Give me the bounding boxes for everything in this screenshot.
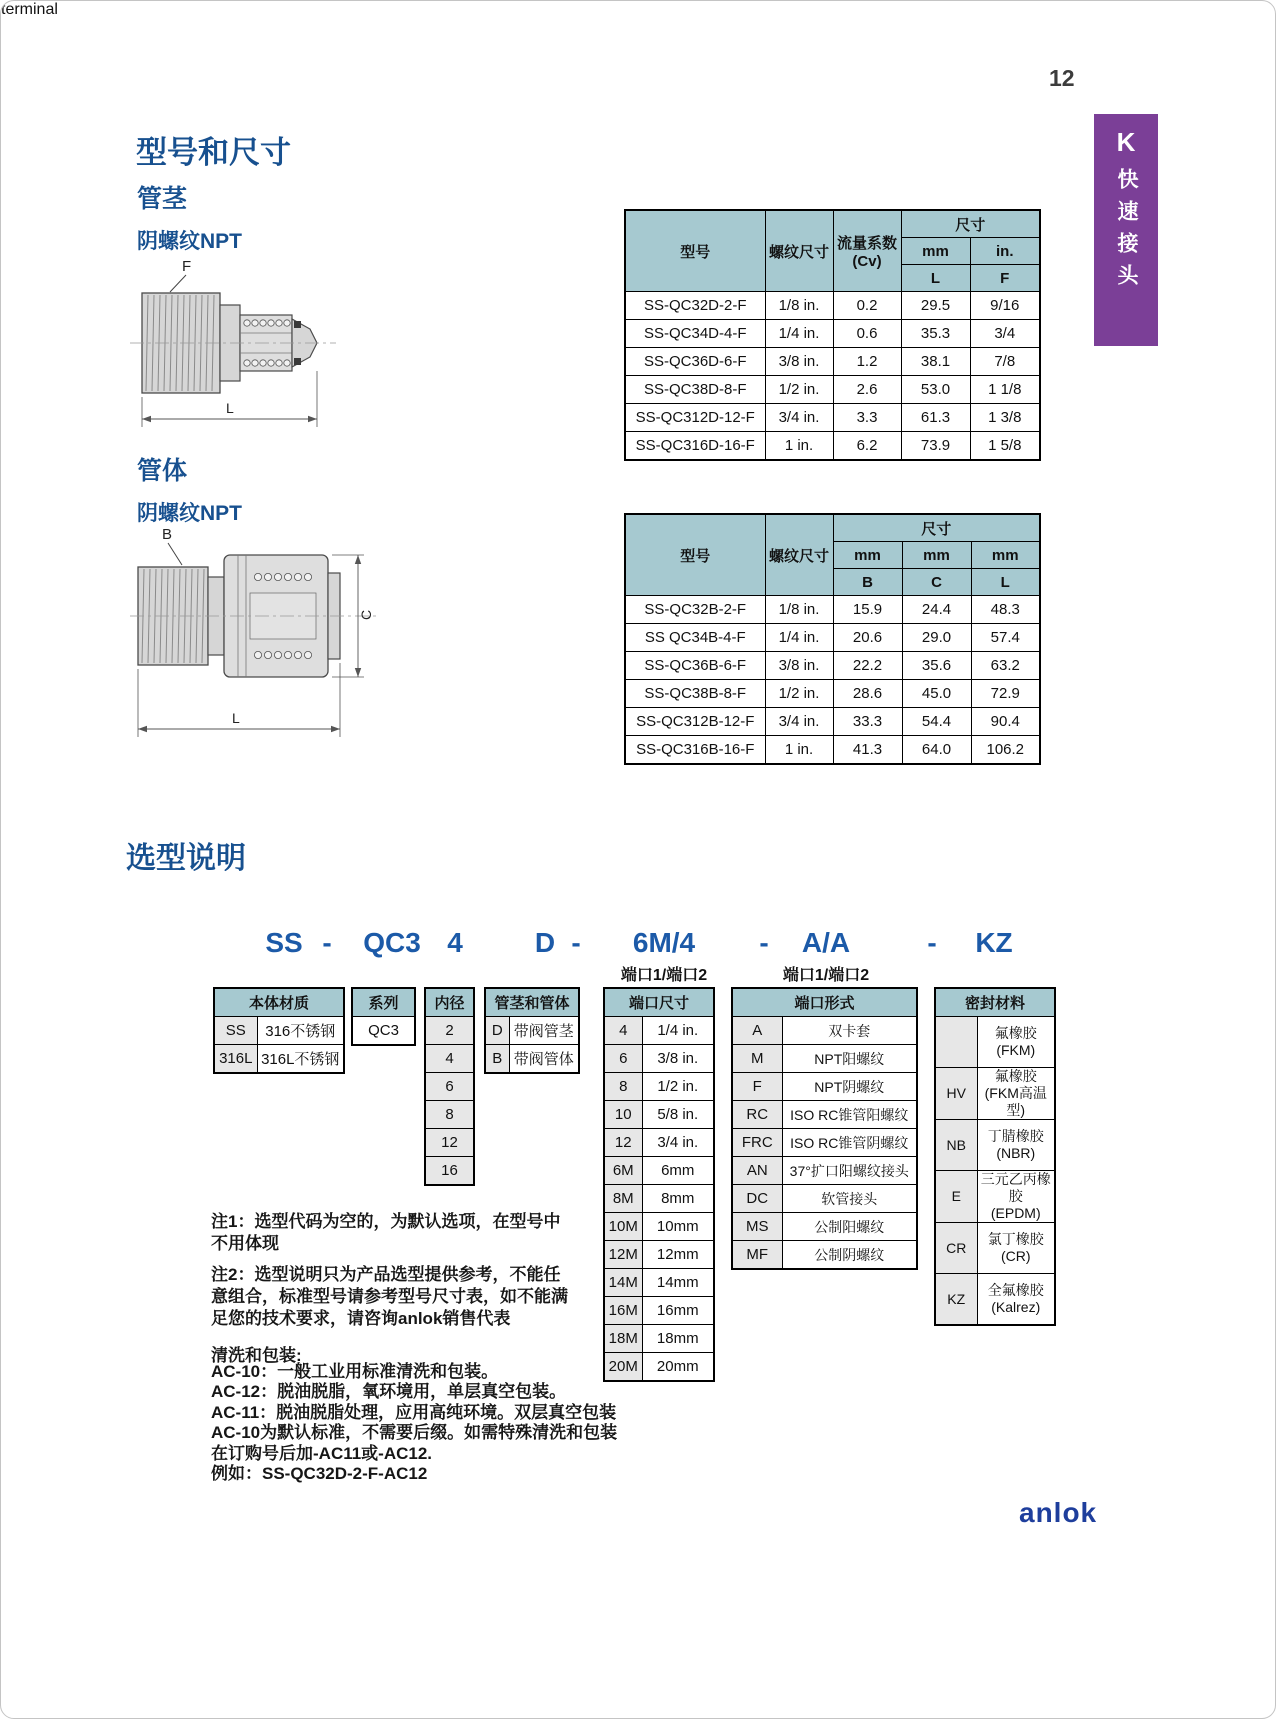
arrowhead-bottom [355,668,361,677]
table-cell: 1/4 in. [765,320,833,348]
option-value: 3/8 in. [642,1045,714,1073]
table-row [732,1101,917,1129]
table-cell: 45.0 [902,680,971,708]
table-cell: 1/2 in. [765,376,833,404]
table-cell: 106.2 [971,736,1040,765]
option-value: 带阀管茎 [509,1017,579,1045]
table-cell: SS-QC36D-6-F [625,348,765,376]
option-code: 16M [604,1297,642,1325]
table-cell: 22.2 [833,652,902,680]
table-cell: SS-QC32D-2-F [625,292,765,320]
catalog-page: 12 K 快速接头 型号和尺寸 管茎 阴螺纹NPT F L 型号 螺纹尺寸 流量系数 (Cv) 尺寸 mm in. L F SS-QC32D-2-F 1/8 in. 0.2 29.5 9/16 SS-QC34D-4-F 1/4 in. 0.6 35.3 3/4 SS-QC36D-6-F 3/8 in. 1.2 38.1 7/8 SS-QC38D-8-F 1/2 in. 2.6 53.0 1 1/8 SS-QC312D-12-F 3/4 in. 3.3 61.3 1 3/8 SS-QC316D-16-F 1 in. 6.2 73.9 1 5/8 管体 阴螺纹NPT B C L 型号 螺纹尺寸 尺寸 mm mm mm B C L SS-QC32B-2-F 1/8 in. 15.9 24.4 48.3 SS QC34B-4-F 1/4 in. 20.6 29.0 57.4 SS-QC36B-6-F 3/8 in. 22.2 35.6 63.2 SS-QC38B-8-F 1/2 in. 28.6 45.0 72.9 SS-QC312B-12-F 3/4 in. 33.3 54.4 90.4 SS-QC316B-16-F 1 in. 41.3 64.0 106.2 选型说明 SS - QC3 4 D - 6M/4 - A/A - KZ 端口1/端口2 端口1/端口2 本体材质 SS 316不锈钢 316L 316L不锈钢 系列 QC3 内径 2 4 6 8 12 16 管茎和管体 D 带阀管茎 B 带阀管体 端口尺寸 4 1/4 in. 6 3/8 in. 8 1/2 in. 10 5/8 in. 12 3/4 in. 6M 6mm 8M 8mm 10M 10mm 12M 12mm 14M 14mm 16M 16mm 18M 18mm 20M 20mm 端口形式 A 双卡套 M NPT阳螺纹 F NPT阴螺纹 RC ISO RC锥管阳螺纹 FRC ISO RC锥管阴螺纹 AN 37°扩口阳螺纹接头 DC 软管接头 MS 公制阳螺纹 MF 公制阴螺纹 terminal 密封材料 氟橡胶 (FKM) HV 氟橡胶 (FKM高温型) NB 丁腈橡胶 (NBR) E 三元乙丙橡胶 (EPDM) CR 氯丁橡胶 (CR) KZ 全氟橡胶 (Kalrez) 注1：选型代码为空的，为默认选项，在型号中 不用体现 注2：选型说明只为产品选型提供参考，不能任 意组合，标准型号请参考型号尺寸表，如不能满 足您的技术要求，请咨询anlok销售代表 清洗和包装: AC-10：一般工业用标准清洗和包装。 AC-12：脱油脱脂，氧环境用，单层真空包装。 AC-11：脱油脱脂处理，应用高纯环境。双层真空包装 AC-10为默认标准，不需要后缀。如需特殊清洗和包装 在订购号后加-AC11或-AC12. 例如：SS-QC32D-2-F-AC12 anlok [0,0,1276,1719]
table-row [425,1017,474,1045]
option-value: 316L不锈钢 [257,1045,344,1074]
table-cell: SS-QC38D-8-F [625,376,765,404]
cv-line1: 流量系数 [836,235,897,252]
table-cell: 3/4 in. [765,404,833,432]
body-length-dim-label: L [232,710,240,726]
col-header-flow-coefficient [833,210,901,292]
port-form-table [731,987,918,1270]
table-cell: 1 1/8 [970,376,1040,404]
stem-thread-note: 阴螺纹NPT [137,230,242,253]
col-header-B: B [833,569,902,596]
table-row [625,292,1040,320]
table-cell: 6.2 [833,432,901,461]
option-code: 4 [604,1017,642,1045]
note-line: AC-10：一般工业用标准清洗和包装。 [211,1362,499,1381]
table-row [604,1045,714,1073]
table-row [352,1017,415,1046]
seal-name: 氟橡胶 [994,1068,1037,1084]
table-row [604,1213,714,1241]
option-value: 带阀管体 [509,1045,579,1074]
table-cell: SS-QC312B-12-F [625,708,765,736]
option-code: 12 [604,1129,642,1157]
table-row [935,1274,1055,1326]
table-row [732,1213,917,1241]
option-value: NPT阴螺纹 [782,1073,917,1101]
col-header-dimensions: 尺寸 [833,514,1040,542]
arrowhead-right [308,416,317,422]
seal-abbrev: (NBR) [996,1145,1036,1161]
table-cell: 3.3 [833,404,901,432]
table-row [732,1129,917,1157]
seal-abbrev: (Kalrez) [991,1299,1041,1315]
table-row [425,1073,474,1101]
option-code: 8 [425,1101,474,1129]
option-value: 3/4 in. [642,1129,714,1157]
option-value [977,1017,1055,1068]
option-code: E [935,1171,977,1223]
stem-body-table [484,987,580,1074]
table-cell: 7/8 [970,348,1040,376]
mini-table-title: 本体材质 [214,988,344,1017]
option-code: 18M [604,1325,642,1353]
seal-name: 氟橡胶 [994,1025,1037,1041]
table-cell: 24.4 [902,596,971,624]
note-line: 足您的技术要求，请咨询anlok销售代表 [211,1309,511,1328]
mini-table-title: 内径 [425,988,474,1017]
seal-name: 丁腈橡胶 [987,1128,1044,1144]
table-row [625,320,1040,348]
table-cell: 20.6 [833,624,902,652]
arrowhead-top [355,555,361,564]
option-value: 37°扩口阳螺纹接头 [782,1157,917,1185]
mini-table-title: 端口形式 [732,988,917,1017]
table-cell: SS-QC38B-8-F [625,680,765,708]
seal-nub-top [294,321,301,328]
option-value: 5/8 in. [642,1101,714,1129]
seal-name: 三元乙丙橡胶 [980,1171,1051,1204]
table-cell: 28.6 [833,680,902,708]
option-code: 2 [425,1017,474,1045]
table-row [732,1185,917,1213]
option-code: 6 [604,1045,642,1073]
table-cell: 53.0 [901,376,970,404]
option-code [935,1017,977,1068]
stem-dimensions-table [624,209,1041,461]
note1 [211,1211,560,1255]
table-cell: 1/8 in. [765,596,833,624]
table-row [604,1129,714,1157]
stem-length-dim-label: L [226,400,234,416]
body-subtitle: 管体 [137,457,188,485]
table-cell: 2.6 [833,376,901,404]
option-code: MF [732,1241,782,1270]
option-value: 12mm [642,1241,714,1269]
table-row [425,1101,474,1129]
series-table [351,987,416,1046]
table-cell: SS-QC32B-2-F [625,596,765,624]
table-row [625,348,1040,376]
seal-abbrev: (CR) [1000,1248,1031,1264]
table-cell: 0.6 [833,320,901,348]
table-cell: SS QC34B-4-F [625,624,765,652]
stem-technical-drawing [126,255,341,435]
order-code-port-size: 6M/4 [632,927,696,958]
option-code: F [732,1073,782,1101]
ordering-title: 选型说明 [126,842,246,875]
col-header-mm: mm [902,542,971,569]
table-cell: 1 3/8 [970,404,1040,432]
option-code: FRC [732,1129,782,1157]
option-code: 12M [604,1241,642,1269]
seal-abbrev: (FKM) [996,1042,1036,1058]
table-cell: 57.4 [971,624,1040,652]
table-row [604,1269,714,1297]
table-cell: 3/8 in. [765,652,833,680]
option-value [977,1223,1055,1274]
port-size-table [603,987,715,1382]
cleaning-title: 清洗和包装: [211,1346,302,1365]
table-row [604,1241,714,1269]
seal-material-table [934,987,1056,1326]
option-code: 10 [604,1101,642,1129]
table-cell: 35.3 [901,320,970,348]
seal-nub-bottom [294,358,301,365]
note-line: 在订购号后加-AC11或-AC12. [211,1443,433,1463]
stem-subtitle: 管茎 [137,185,188,213]
option-value: 1/2 in. [642,1073,714,1101]
option-value: ISO RC锥管阳螺纹 [782,1101,917,1129]
table-cell: 1.2 [833,348,901,376]
table-cell: 54.4 [902,708,971,736]
option-code: B [485,1045,509,1074]
table-cell: SS-QC316D-16-F [625,432,765,461]
table-cell: 33.3 [833,708,902,736]
option-code: HV [935,1068,977,1120]
order-code-separator: - [927,927,937,958]
table-row [604,1073,714,1101]
table-row [625,736,1040,765]
bore-table [424,987,475,1186]
table-cell: 1 5/8 [970,432,1040,461]
table-row [625,376,1040,404]
option-value [977,1120,1055,1171]
order-code-separator: - [571,927,581,958]
table-cell: 3/8 in. [765,348,833,376]
col-header-thread-size: 螺纹尺寸 [765,210,833,292]
option-value: 公制阳螺纹 [782,1213,917,1241]
mini-table-title: 密封材料 [935,988,1055,1017]
col-header-F: F [970,265,1040,292]
option-code: M [732,1045,782,1073]
table-row [935,1171,1055,1223]
option-value: 双卡套 [782,1017,917,1045]
option-code: RC [732,1101,782,1129]
table-row [625,432,1040,461]
option-value: 6mm [642,1157,714,1185]
option-value [977,1068,1055,1120]
option-value: 20mm [642,1353,714,1382]
page-title: 型号和尺寸 [136,135,291,170]
note-line: AC-11：脱油脱脂处理，应用高纯环境。双层真空包装 [211,1402,617,1422]
body-dimensions-table [624,513,1041,765]
option-value: 软管接头 [782,1185,917,1213]
option-code: 8 [604,1073,642,1101]
table-cell: 72.9 [971,680,1040,708]
col-header-L: L [901,265,970,292]
note-line: 意组合，标准型号请参考型号尺寸表，如不能满 [211,1287,568,1306]
table-row [425,1129,474,1157]
note-line: 注2：选型说明只为产品选型提供参考，不能任 [211,1265,561,1284]
table-row [604,1325,714,1353]
option-value: 公制阴螺纹 [782,1241,917,1270]
mini-table-title: 系列 [352,988,415,1017]
table-row [625,708,1040,736]
option-code: 6 [425,1073,474,1101]
table-cell: 3/4 in. [765,708,833,736]
leader-line [168,543,182,565]
col-header-dimensions: 尺寸 [901,210,1040,238]
table-cell: 1 in. [765,736,833,765]
col-header-model: 型号 [625,514,765,596]
option-code: D [485,1017,509,1045]
table-row [732,1017,917,1045]
table-cell: 48.3 [971,596,1040,624]
table-cell: 41.3 [833,736,902,765]
table-cell: 1 in. [765,432,833,461]
option-code: AN [732,1157,782,1185]
note-line: 例如：SS-QC32D-2-F-AC12 [211,1464,428,1484]
table-row [625,624,1040,652]
option-code: KZ [935,1274,977,1326]
table-cell: 9/16 [970,292,1040,320]
note-line: 注1：选型代码为空的，为默认选项，在型号中 [211,1212,561,1231]
mini-table-title: 端口尺寸 [604,988,714,1017]
table-row [732,1045,917,1073]
note2 [211,1264,568,1330]
note-line: AC-10为默认标准，不需要后缀。如需特殊清洗和包装 [211,1423,618,1443]
table-cell: 1/4 in. [765,624,833,652]
option-value: ISO RC锥管阴螺纹 [782,1129,917,1157]
table-row [604,1353,714,1382]
section-tab [1094,114,1158,346]
option-code: DC [732,1185,782,1213]
note-line: 不用体现 [211,1234,279,1253]
table-cell: 15.9 [833,596,902,624]
table-cell: 90.4 [971,708,1040,736]
table-row [604,1185,714,1213]
col-header-in: in. [970,238,1040,265]
table-row [732,1241,917,1270]
option-value: 10mm [642,1213,714,1241]
table-cell: SS-QC34D-4-F [625,320,765,348]
table-row [935,1120,1055,1171]
note-line: AC-12：脱油脱脂，氧环境用，单层真空包装。 [211,1382,567,1402]
seal-abbrev: (FKM高温型) [984,1085,1047,1118]
arrowhead-right [331,726,340,732]
order-code-separator: - [759,927,769,958]
option-code: SS [214,1017,257,1045]
table-cell: SS-QC312D-12-F [625,404,765,432]
section-tab-label: 快速接头 [1115,168,1138,296]
body-thread-dim-label: B [162,526,173,543]
option-code: NB [935,1120,977,1171]
option-value: 8mm [642,1185,714,1213]
table-row [214,1045,344,1074]
table-cell: 29.0 [902,624,971,652]
table-cell: SS-QC36B-6-F [625,652,765,680]
order-code-port-form: A/A [801,927,851,958]
option-value [977,1274,1055,1326]
option-code: 8M [604,1185,642,1213]
table-row [935,1068,1055,1120]
option-value: 1/4 in. [642,1017,714,1045]
table-row [732,1157,917,1185]
body-thread-note: 阴螺纹NPT [137,502,242,525]
seal-name: 全氟橡胶 [987,1282,1044,1298]
col-header-L: L [971,569,1040,596]
option-value: NPT阳螺纹 [782,1045,917,1073]
table-row [604,1157,714,1185]
table-cell: 73.9 [901,432,970,461]
table-row [732,1073,917,1101]
col-header-thread-size: 螺纹尺寸 [765,514,833,596]
col-header-model: 型号 [625,210,765,292]
order-code-separator: - [322,927,332,958]
mini-table-title: 管茎和管体 [485,988,579,1017]
col-header-mm: mm [901,238,970,265]
col-header-mm: mm [971,542,1040,569]
option-value: QC3 [352,1017,415,1046]
option-value: 16mm [642,1297,714,1325]
table-cell: 64.0 [902,736,971,765]
arrowhead-left [138,726,147,732]
table-cell: 1/8 in. [765,292,833,320]
option-value [977,1171,1055,1223]
option-code: 10M [604,1213,642,1241]
table-row [214,1017,344,1045]
page-number: 12 [1049,65,1075,91]
option-code: CR [935,1223,977,1274]
table-row [425,1157,474,1186]
option-value: 14mm [642,1269,714,1297]
option-value: 316不锈钢 [257,1017,344,1045]
table-row [625,680,1040,708]
body-material-table [213,987,345,1074]
table-row [425,1045,474,1073]
table-cell: 35.6 [902,652,971,680]
table-row [485,1017,579,1045]
table-row [935,1223,1055,1274]
table-row [935,1017,1055,1068]
table-row [604,1101,714,1129]
port-label-size: 端口1/端口2 [620,967,708,984]
option-code: MS [732,1213,782,1241]
col-header-mm: mm [833,542,902,569]
table-cell: SS-QC316B-16-F [625,736,765,765]
table-cell: 3/4 [970,320,1040,348]
option-code: 6M [604,1157,642,1185]
table-row [625,652,1040,680]
option-code: 16 [425,1157,474,1186]
order-code-bore: 4 [447,927,463,958]
col-header-C: C [902,569,971,596]
table-row [625,596,1040,624]
option-code: A [732,1017,782,1045]
table-row [485,1045,579,1074]
leader-line [170,275,186,292]
table-cell: 38.1 [901,348,970,376]
option-code: 4 [425,1045,474,1073]
seal-abbrev: (EPDM) [990,1205,1041,1221]
option-code: 12 [425,1129,474,1157]
order-code-series: QC3 [363,927,421,958]
stem-thread-dim-label: F [182,258,192,275]
cv-line2: (Cv) [852,253,882,270]
anlok-logo: anlok [1019,1497,1098,1528]
table-cell: 63.2 [971,652,1040,680]
port-label-form: 端口1/端口2 [782,967,870,984]
order-code-stem-body: D [534,927,556,958]
section-tab-letter: K [1116,127,1136,157]
body-height-dim-label: C [358,609,374,620]
option-code: 316L [214,1045,257,1074]
table-cell: 61.3 [901,404,970,432]
table-row [625,404,1040,432]
table-row [604,1297,714,1325]
order-code-seal: KZ [975,927,1013,958]
option-code: 14M [604,1269,642,1297]
seal-name: 氯丁橡胶 [987,1231,1044,1247]
option-code: 20M [604,1353,642,1382]
table-cell: 0.2 [833,292,901,320]
body-technical-drawing [126,525,386,747]
table-cell: 29.5 [901,292,970,320]
cleaning-notes [211,1362,617,1484]
order-code-material: SS [265,927,303,958]
option-value: 18mm [642,1325,714,1353]
arrowhead-left [142,416,151,422]
table-row [604,1017,714,1045]
table-cell: 1/2 in. [765,680,833,708]
